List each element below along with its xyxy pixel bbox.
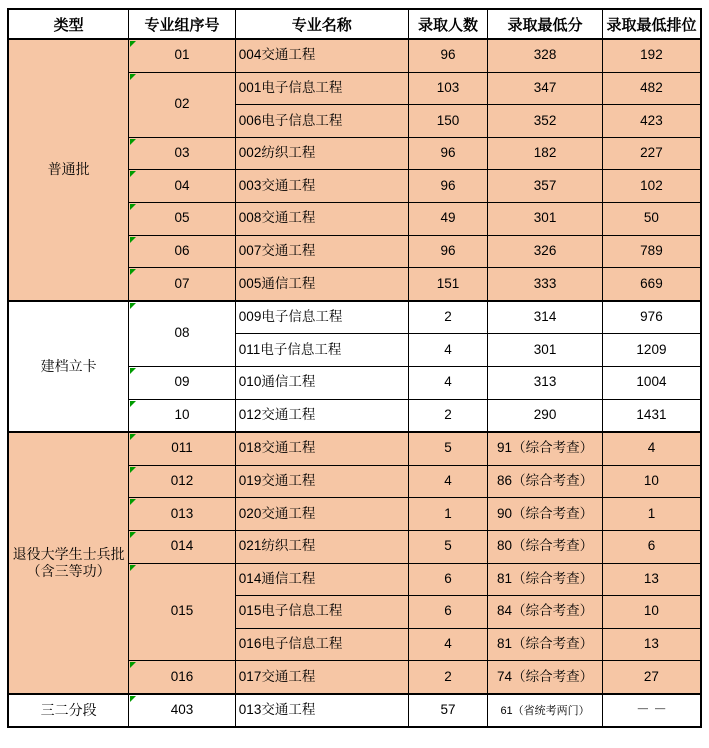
group-no-label: 05	[174, 210, 190, 226]
admit-count-cell[interactable]	[408, 530, 487, 563]
min-rank-cell-value: 13	[643, 570, 659, 586]
type-label: 退役大学生士兵批（含三等功）	[12, 545, 125, 579]
min-score-cell[interactable]	[488, 301, 603, 334]
min-rank-cell[interactable]	[602, 596, 701, 629]
group-no-label: 011	[171, 440, 193, 456]
type-cell[interactable]	[8, 694, 129, 728]
major-name-cell-value: 012交通工程	[238, 406, 316, 422]
admit-count-cell-value: 96	[440, 177, 456, 193]
min-score-cell-value: 313	[533, 374, 557, 390]
header-admit-count[interactable]: 录取人数	[408, 9, 487, 39]
min-score-cell-value: 290	[533, 406, 557, 422]
min-score-cell-value: 347	[533, 79, 557, 95]
admit-count-cell-value: 96	[440, 145, 456, 161]
major-name-cell-value: 015电子信息工程	[238, 603, 343, 619]
major-name-cell-value: 008交通工程	[238, 210, 316, 226]
min-rank-cell[interactable]	[602, 137, 701, 170]
cell-comment-triangle-icon	[130, 499, 136, 505]
admit-count-cell-value: 6	[444, 603, 452, 619]
admit-count-cell-value: 6	[444, 570, 452, 586]
min-score-cell-value: 84（综合考查）	[497, 603, 594, 619]
admit-count-cell-value: 151	[436, 275, 460, 291]
header-major-name[interactable]: 专业名称	[235, 9, 408, 39]
min-rank-cell-value: 227	[640, 145, 663, 161]
admit-count-cell-value: 5	[444, 538, 452, 554]
major-name-cell-value: 019交通工程	[238, 473, 316, 489]
min-score-cell[interactable]	[488, 694, 603, 728]
min-rank-cell[interactable]	[602, 530, 701, 563]
major-name-cell[interactable]	[235, 465, 408, 498]
min-score-cell-value: 314	[533, 309, 557, 325]
major-name-cell[interactable]	[235, 202, 408, 235]
major-name-cell-value: 020交通工程	[238, 505, 316, 521]
min-rank-cell-value: 4	[647, 440, 656, 456]
admit-count-cell-value: 2	[444, 406, 452, 422]
admit-count-cell[interactable]	[408, 366, 487, 399]
min-score-cell[interactable]	[488, 72, 603, 105]
min-rank-cell-value: 27	[643, 668, 659, 684]
group-no-label: 10	[174, 406, 190, 422]
admit-count-cell-value: 1	[444, 505, 452, 521]
major-name-cell-value: 014通信工程	[238, 570, 316, 586]
major-name-cell[interactable]	[235, 268, 408, 301]
major-name-cell-value: 003交通工程	[238, 177, 316, 193]
cell-comment-triangle-icon	[130, 662, 136, 668]
major-name-cell[interactable]	[235, 498, 408, 531]
admit-count-cell[interactable]	[408, 596, 487, 629]
min-rank-cell-value: 1209	[636, 341, 667, 357]
group-no-cell[interactable]	[129, 301, 236, 367]
min-rank-cell[interactable]	[602, 432, 701, 465]
min-score-cell-value: 357	[533, 177, 557, 193]
admit-count-cell[interactable]	[408, 628, 487, 661]
min-rank-cell-value: 13	[643, 636, 659, 652]
major-name-cell[interactable]	[235, 694, 408, 728]
admit-count-cell[interactable]	[408, 334, 487, 367]
major-name-cell[interactable]	[235, 137, 408, 170]
major-name-cell[interactable]	[235, 563, 408, 596]
min-rank-cell[interactable]	[602, 105, 701, 138]
admit-count-cell-value: 4	[444, 341, 452, 357]
table-row	[8, 39, 701, 72]
min-rank-cell[interactable]	[602, 202, 701, 235]
min-score-cell[interactable]	[488, 235, 603, 268]
min-rank-cell[interactable]	[602, 465, 701, 498]
major-name-cell-value: 009电子信息工程	[238, 309, 343, 325]
min-rank-cell-value: 192	[640, 47, 663, 63]
major-name-cell-value: 001电子信息工程	[238, 79, 343, 95]
min-rank-cell[interactable]	[602, 661, 701, 694]
major-name-cell[interactable]	[235, 596, 408, 629]
major-name-cell[interactable]	[235, 105, 408, 138]
admit-count-cell-value: 4	[444, 473, 452, 489]
min-score-cell-value: 61（省统考两门）	[500, 705, 590, 718]
admit-count-cell[interactable]	[408, 563, 487, 596]
group-no-label: 013	[170, 505, 194, 521]
major-name-cell[interactable]	[235, 39, 408, 72]
major-name-cell[interactable]	[235, 301, 408, 334]
min-score-cell[interactable]	[488, 137, 603, 170]
admit-count-cell-value: 2	[444, 309, 452, 325]
admit-count-cell-value: 4	[444, 636, 452, 652]
header-min-score[interactable]: 录取最低分	[488, 9, 603, 39]
min-score-cell[interactable]	[488, 170, 603, 203]
group-no-label: 06	[174, 242, 190, 258]
group-no-label: 04	[174, 177, 190, 193]
group-no-cell[interactable]	[129, 432, 236, 465]
min-rank-cell-value: 789	[640, 242, 663, 258]
major-name-cell[interactable]	[235, 72, 408, 105]
min-rank-cell-value: 1431	[636, 406, 667, 422]
major-name-cell-value: 018交通工程	[238, 440, 316, 456]
cell-comment-triangle-icon	[130, 237, 136, 243]
min-rank-cell-value: 976	[640, 309, 663, 325]
header-group-no[interactable]: 专业组序号	[129, 9, 236, 39]
type-cell[interactable]	[8, 39, 129, 301]
admit-count-cell-value: 96	[440, 47, 456, 63]
group-no-cell[interactable]	[129, 661, 236, 694]
admit-count-cell[interactable]	[408, 432, 487, 465]
major-name-cell[interactable]	[235, 432, 408, 465]
group-no-cell[interactable]	[129, 72, 236, 137]
group-no-label: 012	[170, 473, 194, 489]
cell-comment-triangle-icon	[130, 401, 136, 407]
header-row	[8, 9, 701, 39]
min-score-cell-value: 182	[533, 145, 557, 161]
table-row	[8, 694, 701, 728]
admit-count-cell-value: 96	[440, 242, 456, 258]
min-rank-cell-value: 482	[640, 79, 663, 95]
major-name-cell-value: 017交通工程	[238, 668, 316, 684]
min-score-cell-value: 81（综合考查）	[497, 570, 594, 586]
group-no-label: 015	[170, 603, 194, 619]
min-rank-cell[interactable]	[602, 628, 701, 661]
major-name-cell-value: 021纺织工程	[238, 538, 316, 554]
major-name-cell-value: 004交通工程	[238, 47, 316, 63]
header-min-rank[interactable]: 录取最低排位	[602, 9, 701, 39]
min-rank-cell-value: 669	[640, 275, 663, 291]
group-no-cell[interactable]	[129, 399, 236, 432]
min-rank-cell-value: 50	[643, 210, 659, 226]
major-name-cell[interactable]	[235, 366, 408, 399]
min-score-cell-value: 81（综合考查）	[497, 636, 594, 652]
group-no-label: 02	[174, 96, 190, 112]
min-rank-cell[interactable]	[602, 235, 701, 268]
group-no-cell[interactable]	[129, 202, 236, 235]
min-score-cell[interactable]	[488, 399, 603, 432]
min-rank-cell-value: － －	[636, 702, 667, 718]
admit-count-cell[interactable]	[408, 301, 487, 334]
min-score-cell-value: 326	[533, 242, 557, 258]
group-no-label: 403	[170, 702, 194, 718]
min-score-cell[interactable]	[488, 39, 603, 72]
group-no-cell[interactable]	[129, 694, 236, 728]
min-score-cell[interactable]	[488, 465, 603, 498]
min-rank-cell-value: 1004	[636, 374, 667, 390]
group-no-cell[interactable]	[129, 170, 236, 203]
min-score-cell[interactable]	[488, 661, 603, 694]
group-no-cell[interactable]	[129, 39, 236, 72]
type-label: 三二分段	[40, 701, 97, 718]
admit-count-cell[interactable]	[408, 694, 487, 728]
min-rank-cell[interactable]	[602, 72, 701, 105]
type-label: 普通批	[47, 161, 90, 178]
cell-comment-triangle-icon	[130, 434, 136, 440]
admit-count-cell-value: 4	[444, 374, 452, 390]
min-rank-cell-value: 423	[640, 112, 663, 128]
table-row	[8, 301, 701, 334]
cell-comment-triangle-icon	[130, 696, 136, 702]
major-name-cell-value: 013交通工程	[238, 702, 316, 718]
min-score-cell[interactable]	[488, 596, 603, 629]
min-score-cell-value: 301	[533, 341, 557, 357]
header-type[interactable]: 类型	[8, 9, 129, 39]
major-name-cell-value: 006电子信息工程	[238, 112, 343, 128]
admit-count-cell[interactable]	[408, 202, 487, 235]
major-name-cell[interactable]	[235, 661, 408, 694]
group-no-label: 014	[170, 538, 194, 554]
major-name-cell[interactable]	[235, 399, 408, 432]
group-no-label: 016	[170, 668, 194, 684]
type-label: 建档立卡	[40, 357, 97, 374]
min-score-cell[interactable]	[488, 530, 603, 563]
cell-comment-triangle-icon	[130, 269, 136, 275]
cell-comment-triangle-icon	[130, 368, 136, 374]
group-no-label: 09	[174, 374, 190, 390]
major-name-cell[interactable]	[235, 170, 408, 203]
admit-count-cell[interactable]	[408, 137, 487, 170]
type-cell[interactable]	[8, 301, 129, 432]
min-rank-cell-value: 1	[647, 505, 656, 521]
min-score-cell[interactable]	[488, 268, 603, 301]
min-rank-cell[interactable]	[602, 694, 701, 728]
type-cell[interactable]	[8, 432, 129, 694]
min-rank-cell[interactable]	[602, 563, 701, 596]
min-score-cell-value: 91（综合考查）	[497, 440, 594, 456]
major-name-cell-value: 010通信工程	[238, 374, 316, 390]
group-no-cell[interactable]	[129, 498, 236, 531]
min-score-cell-value: 301	[533, 210, 557, 226]
cell-comment-triangle-icon	[130, 171, 136, 177]
min-rank-cell-value: 6	[647, 538, 656, 554]
admit-count-cell-value: 57	[440, 702, 456, 718]
min-score-cell[interactable]	[488, 105, 603, 138]
group-no-cell[interactable]	[129, 366, 236, 399]
min-rank-cell[interactable]	[602, 301, 701, 334]
cell-comment-triangle-icon	[130, 565, 136, 571]
major-name-cell[interactable]	[235, 235, 408, 268]
table-row	[8, 432, 701, 465]
major-name-cell-value: 005通信工程	[238, 275, 316, 291]
min-score-cell-value: 90（综合考查）	[497, 505, 594, 521]
min-rank-cell-value: 10	[643, 603, 659, 619]
group-no-label: 01	[174, 47, 190, 63]
min-score-cell[interactable]	[488, 202, 603, 235]
major-name-cell-value: 011电子信息工程	[238, 341, 342, 357]
cell-comment-triangle-icon	[130, 303, 136, 309]
group-no-cell[interactable]	[129, 530, 236, 563]
group-no-label: 08	[174, 325, 190, 341]
admit-count-cell[interactable]	[408, 661, 487, 694]
cell-comment-triangle-icon	[130, 74, 136, 80]
table-body	[8, 39, 701, 727]
admit-count-cell[interactable]	[408, 498, 487, 531]
admit-count-cell[interactable]	[408, 235, 487, 268]
group-no-cell[interactable]	[129, 268, 236, 301]
admit-count-cell-value: 5	[444, 440, 452, 456]
admission-results-table	[7, 8, 702, 728]
group-no-label: 03	[174, 145, 190, 161]
min-rank-cell-value: 102	[640, 177, 663, 193]
cell-comment-triangle-icon	[130, 204, 136, 210]
min-score-cell-value: 352	[533, 112, 557, 128]
admit-count-cell[interactable]	[408, 39, 487, 72]
major-name-cell-value: 002纺织工程	[238, 145, 316, 161]
min-rank-cell[interactable]	[602, 39, 701, 72]
major-name-cell[interactable]	[235, 334, 408, 367]
min-score-cell[interactable]	[488, 563, 603, 596]
cell-comment-triangle-icon	[130, 41, 136, 47]
group-no-cell[interactable]	[129, 563, 236, 661]
min-score-cell-value: 74（综合考查）	[497, 668, 594, 684]
min-score-cell[interactable]	[488, 498, 603, 531]
min-rank-cell[interactable]	[602, 366, 701, 399]
admit-count-cell-value: 150	[436, 112, 460, 128]
admit-count-cell-value: 2	[444, 668, 452, 684]
major-name-cell-value: 007交通工程	[238, 242, 316, 258]
group-no-cell[interactable]	[129, 465, 236, 498]
min-rank-cell-value: 10	[643, 473, 659, 489]
admit-count-cell[interactable]	[408, 72, 487, 105]
cell-comment-triangle-icon	[130, 532, 136, 538]
min-score-cell-value: 86（综合考查）	[497, 473, 594, 489]
cell-comment-triangle-icon	[130, 139, 136, 145]
min-score-cell[interactable]	[488, 334, 603, 367]
min-score-cell[interactable]	[488, 366, 603, 399]
admit-count-cell[interactable]	[408, 465, 487, 498]
admit-count-cell-value: 49	[440, 210, 456, 226]
min-rank-cell[interactable]	[602, 498, 701, 531]
min-rank-cell[interactable]	[602, 399, 701, 432]
admit-count-cell[interactable]	[408, 399, 487, 432]
min-rank-cell[interactable]	[602, 170, 701, 203]
admit-count-cell[interactable]	[408, 268, 487, 301]
group-no-cell[interactable]	[129, 137, 236, 170]
major-name-cell[interactable]	[235, 530, 408, 563]
min-rank-cell[interactable]	[602, 268, 701, 301]
major-name-cell-value: 016电子信息工程	[238, 636, 343, 652]
cell-comment-triangle-icon	[130, 467, 136, 473]
min-score-cell-value: 333	[533, 275, 557, 291]
min-score-cell[interactable]	[488, 628, 603, 661]
admit-count-cell[interactable]	[408, 170, 487, 203]
min-score-cell-value: 80（综合考查）	[497, 538, 594, 554]
group-no-label: 07	[174, 275, 190, 291]
major-name-cell[interactable]	[235, 628, 408, 661]
min-score-cell-value: 328	[533, 47, 557, 63]
min-score-cell[interactable]	[488, 432, 603, 465]
admit-count-cell-value: 103	[436, 79, 460, 95]
admit-count-cell[interactable]	[408, 105, 487, 138]
min-rank-cell[interactable]	[602, 334, 701, 367]
group-no-cell[interactable]	[129, 235, 236, 268]
